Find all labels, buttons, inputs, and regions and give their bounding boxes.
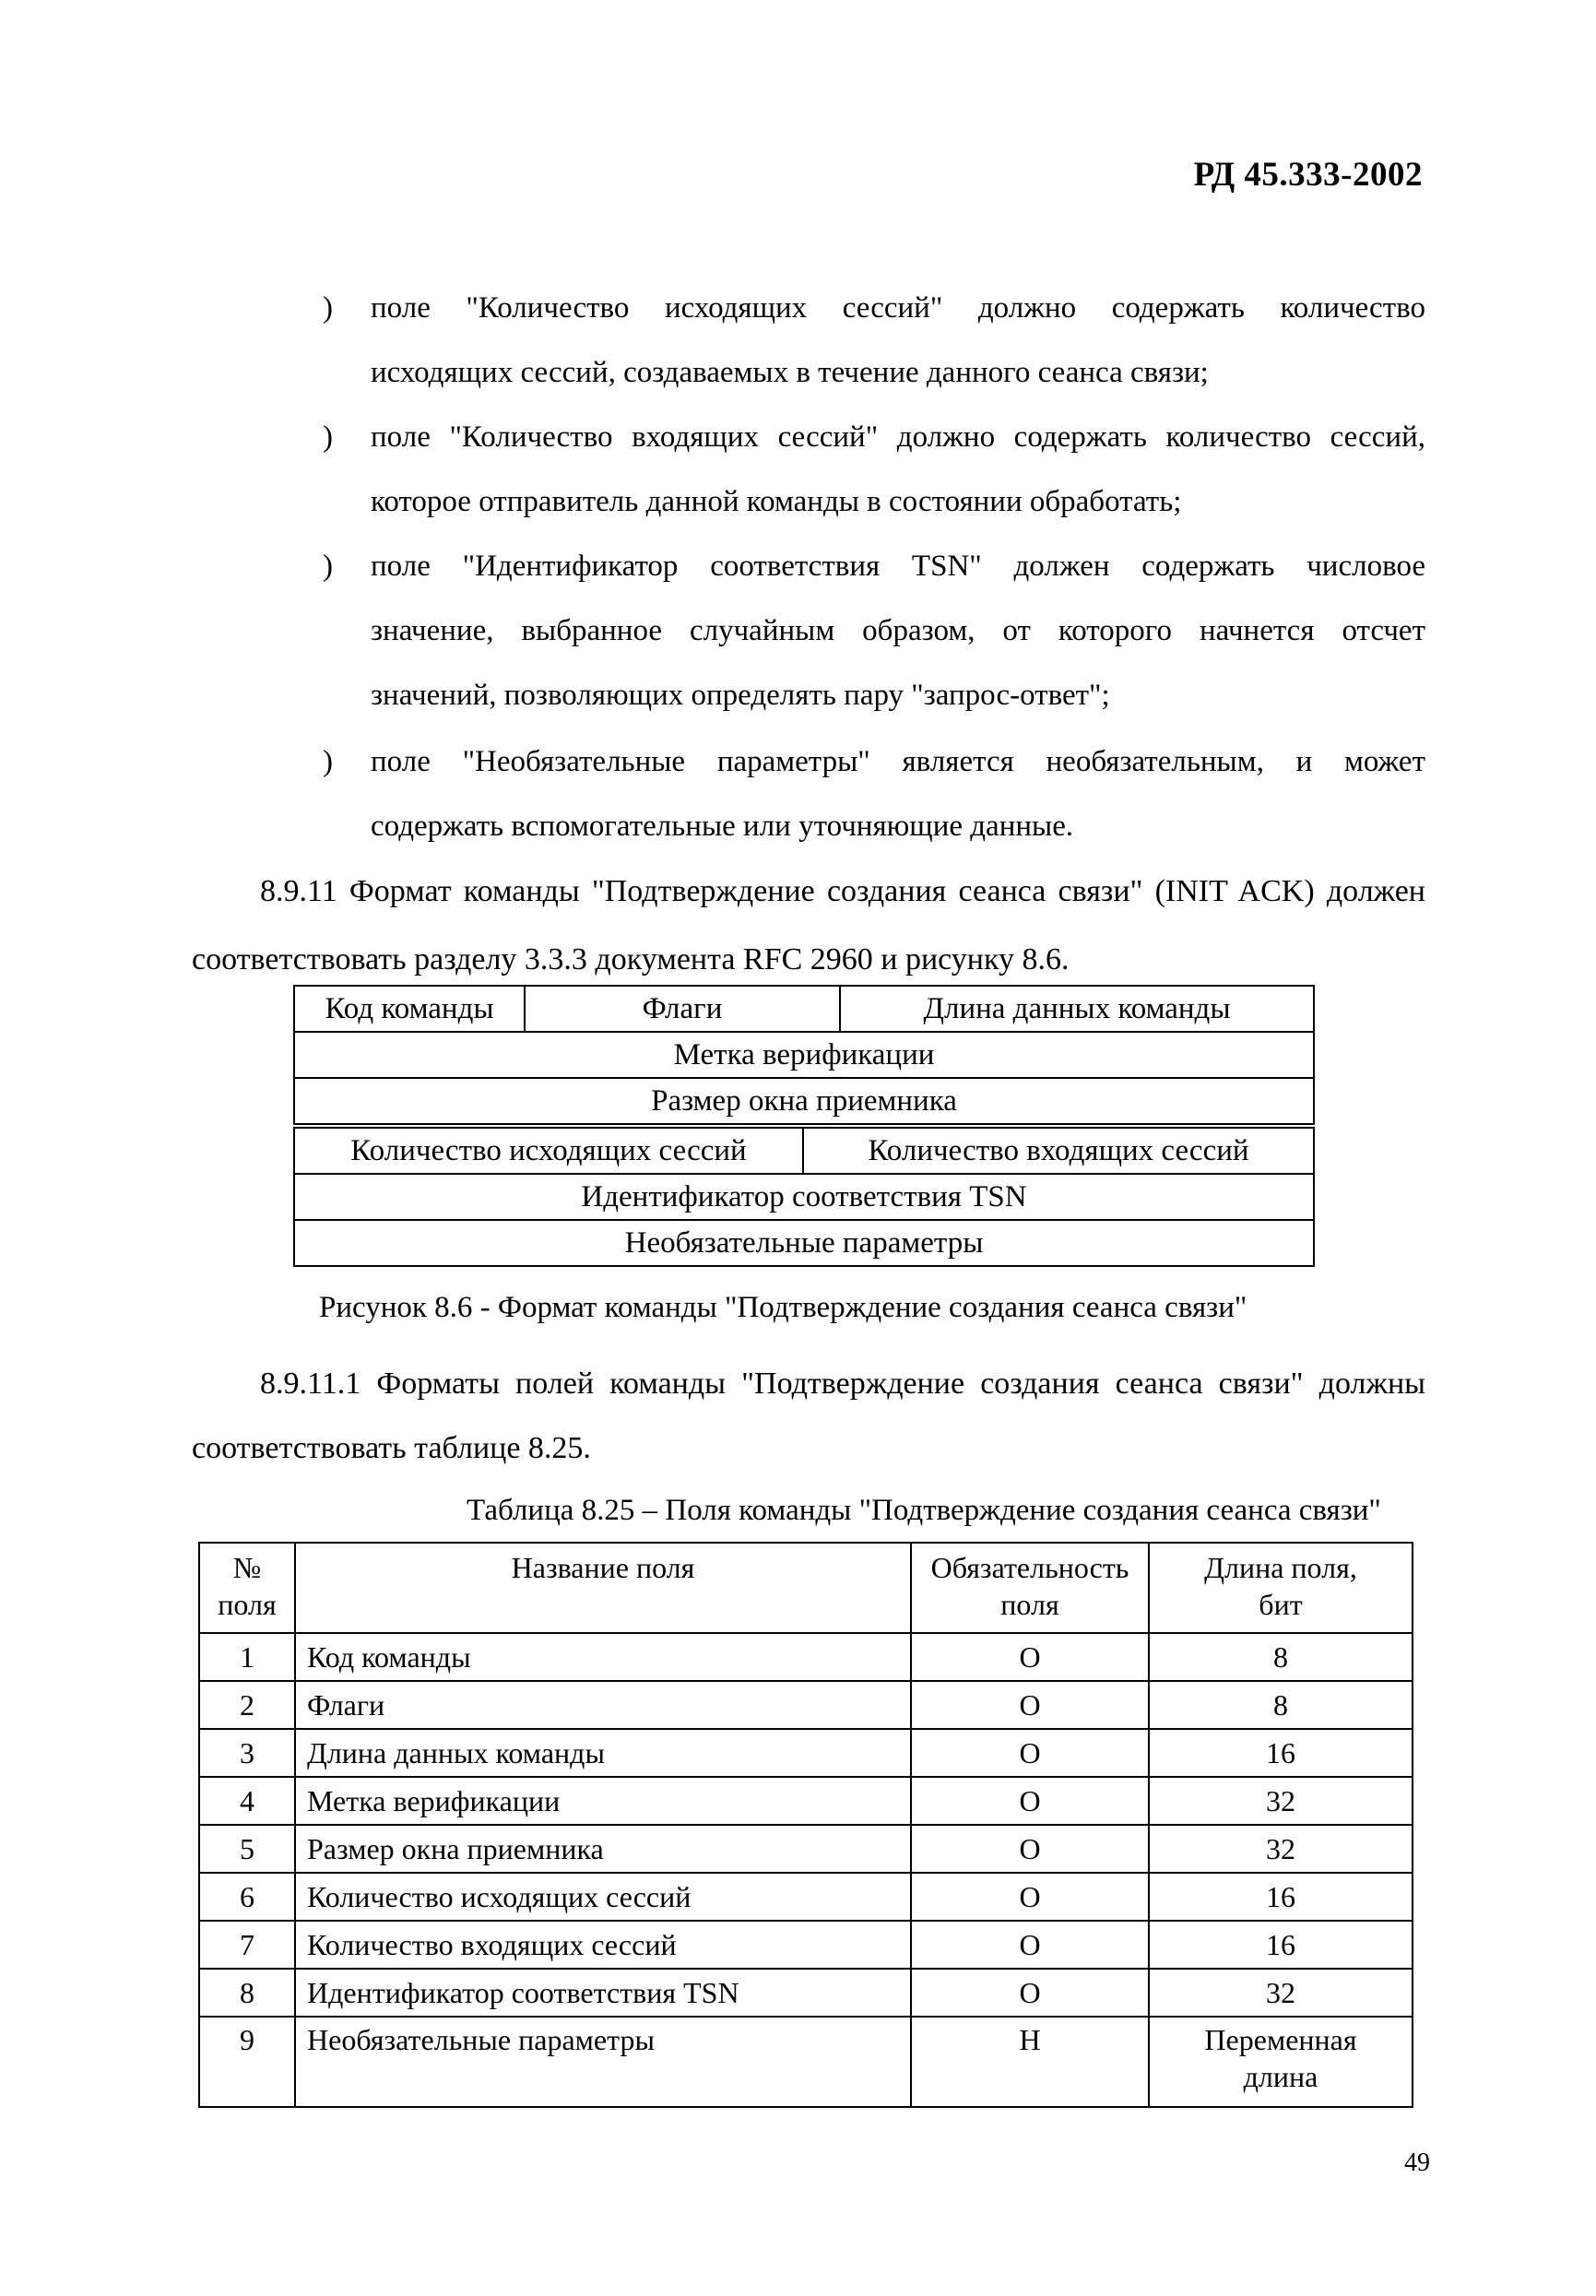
cell-num: 5 (199, 1825, 295, 1873)
cell-length: 16 (1149, 1873, 1413, 1921)
table-row (199, 1777, 1413, 1825)
format-cell-flags: Флаги (525, 986, 840, 1032)
cell-num: 2 (199, 1681, 295, 1729)
bullet-line: значений, позволяющих определять пару "запрос-ответ"; (371, 679, 1110, 712)
cell-name: Флаги (295, 1681, 911, 1729)
table-row (199, 1681, 1413, 1729)
bullet-marker: ) (323, 420, 333, 454)
cell-length: 8 (1149, 1633, 1413, 1681)
cell-required: О (911, 1921, 1149, 1969)
bullet-line: содержать вспомогательные или уточняющие данные. (371, 810, 1074, 843)
page-number: 49 (1404, 2148, 1430, 2177)
cell-name: Длина данных команды (295, 1729, 911, 1777)
bullet-line: поле "Количество входящих сессий" должно содержать количество сессий, (371, 420, 1425, 454)
cell-num: 7 (199, 1921, 295, 1969)
section-8-9-11-line2: соответствовать разделу 3.3.3 документа RFC 2960 и рисунку 8.6. (192, 942, 1070, 976)
cell-length: 16 (1149, 1729, 1413, 1777)
cell-required: О (911, 1633, 1149, 1681)
format-cell-optional-params: Необязательные параметры (294, 1220, 1314, 1266)
header-text: № (232, 1551, 262, 1584)
cell-length: 8 (1149, 1681, 1413, 1729)
cell-required: О (911, 1777, 1149, 1825)
table-row (199, 1633, 1413, 1681)
figure-caption: Рисунок 8.6 - Формат команды "Подтверждение создания сеанса связи" (319, 1291, 1247, 1324)
table-header-row (199, 1543, 1413, 1633)
cell-required: О (911, 1969, 1149, 2017)
cell-name: Метка верификации (295, 1777, 911, 1825)
cell-required: О (911, 1681, 1149, 1729)
table-row (199, 1969, 1413, 2017)
bullet-line: значение, выбранное случайным образом, от которого начнется отсчет (371, 614, 1425, 647)
cell-name: Количество входящих сессий (295, 1921, 911, 1969)
bullet-line: поле "Необязательные параметры" является необязательным, и может (371, 745, 1425, 778)
section-8-9-11-line1: 8.9.11 Формат команды "Подтверждение создания сеанса связи" (INIT ACK) должен (260, 874, 1425, 908)
init-ack-format-diagram (293, 985, 1315, 1125)
cell-length: 32 (1149, 1969, 1413, 2017)
format-cell-incoming-sessions: Количество входящих сессий (803, 1128, 1314, 1174)
cell-name: Количество исходящих сессий (295, 1873, 911, 1921)
cell-num: 3 (199, 1729, 295, 1777)
init-ack-format-diagram-lower (293, 1127, 1315, 1267)
header-text: поля (218, 1588, 277, 1621)
section-8-9-11-1-line1: 8.9.11.1 Форматы полей команды "Подтверждение создания сеанса связи" должны (260, 1367, 1425, 1401)
cell-required: Н (911, 2017, 1149, 2107)
cell-required: О (911, 1825, 1149, 1873)
bullet-line: исходящих сессий, создаваемых в течение данного сеанса связи; (371, 356, 1209, 389)
cell-length: 32 (1149, 1825, 1413, 1873)
cell-length-line: длина (1243, 2060, 1318, 2093)
cell-length (1149, 2017, 1413, 2107)
bullet-marker: ) (323, 550, 333, 583)
table-row (199, 1921, 1413, 1969)
cell-length-line: Переменная (1204, 2023, 1357, 2056)
format-cell-outgoing-sessions: Количество исходящих сессий (294, 1128, 803, 1174)
bullet-line: которое отправитель данной команды в состоянии обработать; (371, 485, 1182, 518)
header-field-name: Название поля (295, 1543, 911, 1633)
cell-num: 6 (199, 1873, 295, 1921)
cell-required: О (911, 1873, 1149, 1921)
cell-num: 4 (199, 1777, 295, 1825)
bullet-line: поле "Количество исходящих сессий" должно содержать количество (371, 291, 1425, 325)
cell-length: 32 (1149, 1777, 1413, 1825)
cell-required: О (911, 1729, 1149, 1777)
table-row (199, 1825, 1413, 1873)
cell-num: 1 (199, 1633, 295, 1681)
bullet-marker: ) (323, 291, 333, 325)
table-8-25 (198, 1542, 1413, 2108)
header-text: бит (1259, 1588, 1303, 1621)
header-text: поля (1000, 1588, 1059, 1621)
table-row (199, 2017, 1413, 2107)
format-cell-command-code: Код команды (294, 986, 525, 1032)
cell-name: Код команды (295, 1633, 911, 1681)
cell-name: Размер окна приемника (295, 1825, 911, 1873)
format-cell-verification-tag: Метка верификации (294, 1032, 1314, 1078)
table-row (199, 1873, 1413, 1921)
cell-num: 9 (199, 2017, 295, 2107)
cell-length: 16 (1149, 1921, 1413, 1969)
bullet-line: поле "Идентификатор соответствия TSN" должен содержать числовое (371, 550, 1425, 583)
format-cell-receiver-window: Размер окна приемника (294, 1078, 1314, 1124)
table-title: Таблица 8.25 – Поля команды "Подтверждение создания сеанса связи" (467, 1494, 1381, 1527)
header-required (911, 1543, 1149, 1633)
section-8-9-11-1-line2: соответствовать таблице 8.25. (192, 1431, 591, 1465)
format-cell-tsn-identifier: Идентификатор соответствия TSN (294, 1174, 1314, 1220)
cell-num: 8 (199, 1969, 295, 2017)
bullet-marker: ) (323, 745, 333, 778)
header-text: Длина поля, (1204, 1551, 1357, 1584)
header-text: Обязательность (930, 1551, 1129, 1584)
format-cell-data-length: Длина данных команды (840, 986, 1314, 1032)
header-field-number (199, 1543, 295, 1633)
cell-name: Идентификатор соответствия TSN (295, 1969, 911, 2017)
header-length (1149, 1543, 1413, 1633)
cell-name: Необязательные параметры (295, 2017, 911, 2107)
document-code: РД 45.333-2002 (1193, 156, 1423, 194)
table-row (199, 1729, 1413, 1777)
